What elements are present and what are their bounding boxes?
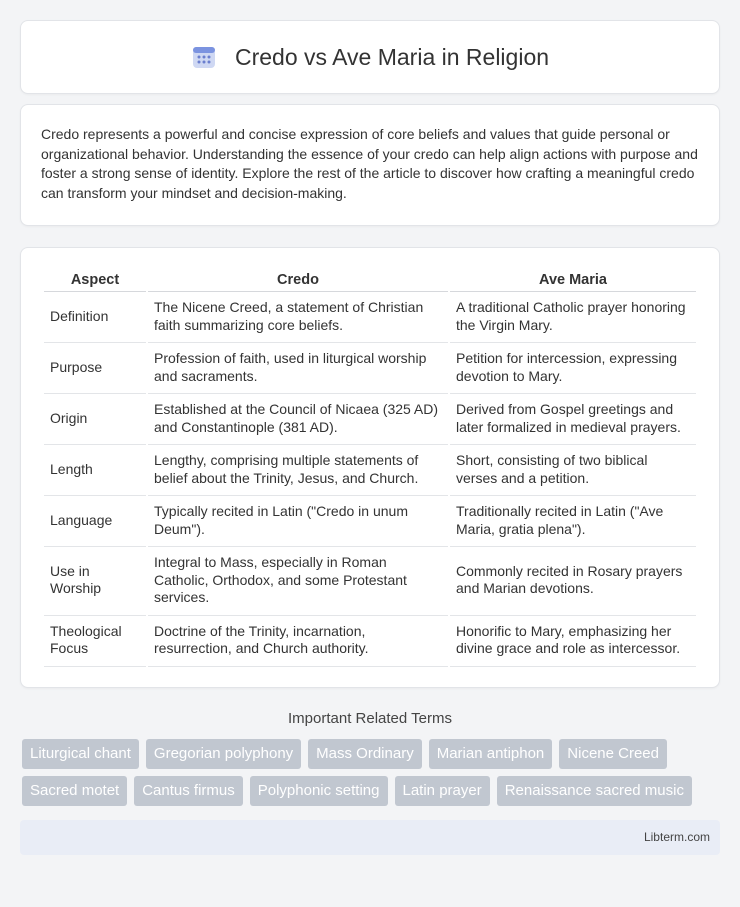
- table-row: [44, 496, 696, 547]
- ave-maria-cell: Traditionally recited in Latin ("Ave Maria, gratia plena").: [450, 496, 696, 547]
- ave-maria-cell: Commonly recited in Rosary prayers and Marian devotions.: [450, 547, 696, 616]
- ave-maria-cell: Short, consisting of two biblical verses and a petition.: [450, 445, 696, 496]
- page-footer: [20, 820, 720, 855]
- intro-text: Credo represents a powerful and concise expression of core beliefs and values that guide personal or organizational behavior. Understanding the essence of your credo can help align actions with purpose and foster a strong sense of identity. Explore the rest of the article to discover how crafting a meaningful credo can transform your mindset and decision-making.: [41, 126, 698, 201]
- related-term-tag[interactable]: Mass Ordinary: [308, 739, 422, 769]
- aspect-cell: Purpose: [44, 343, 146, 394]
- credo-cell: Profession of faith, used in liturgical worship and sacraments.: [148, 343, 448, 394]
- aspect-cell: Origin: [44, 394, 146, 445]
- intro-section: [20, 104, 720, 226]
- table-row: [44, 394, 696, 445]
- table-row: [44, 547, 696, 616]
- column-header: Aspect: [44, 268, 146, 292]
- comparison-table: [42, 268, 698, 667]
- related-term-tag[interactable]: Renaissance sacred music: [497, 776, 692, 806]
- related-term-tag[interactable]: Nicene Creed: [559, 739, 667, 769]
- credo-cell: Doctrine of the Trinity, incarnation, resurrection, and Church authority.: [148, 616, 448, 667]
- column-header: Credo: [148, 268, 448, 292]
- credo-cell: Integral to Mass, especially in Roman Catholic, Orthodox, and some Protestant services.: [148, 547, 448, 616]
- aspect-cell: Length: [44, 445, 146, 496]
- table-row: [44, 343, 696, 394]
- page-header: [20, 20, 720, 94]
- related-term-tag[interactable]: Liturgical chant: [22, 739, 139, 769]
- related-terms-title: Important Related Terms: [288, 709, 452, 727]
- related-term-tag[interactable]: Latin prayer: [395, 776, 490, 806]
- footer-site-link[interactable]: Libterm.com: [643, 830, 710, 844]
- related-term-tag[interactable]: Marian antiphon: [429, 739, 553, 769]
- aspect-cell: Theological Focus: [44, 616, 146, 667]
- table-header-row: [44, 268, 696, 292]
- ave-maria-cell: Petition for intercession, expressing devotion to Mary.: [450, 343, 696, 394]
- ave-maria-cell: Derived from Gospel greetings and later formalized in medieval prayers.: [450, 394, 696, 445]
- page-title: Credo vs Ave Maria in Religion: [234, 43, 550, 70]
- ave-maria-cell: A traditional Catholic prayer honoring the Virgin Mary.: [450, 292, 696, 343]
- credo-cell: Lengthy, comprising multiple statements of belief about the Trinity, Jesus, and Church.: [148, 445, 448, 496]
- comparison-card: [20, 247, 720, 688]
- table-row: [44, 616, 696, 667]
- credo-cell: Established at the Council of Nicaea (325 AD) and Constantinople (381 AD).: [148, 394, 448, 445]
- credo-cell: Typically recited in Latin ("Credo in unum Deum").: [148, 496, 448, 547]
- related-term-tag[interactable]: Sacred motet: [22, 776, 127, 806]
- aspect-cell: Use in Worship: [44, 547, 146, 616]
- table-row: [44, 292, 696, 343]
- table-row: [44, 445, 696, 496]
- credo-cell: The Nicene Creed, a statement of Christian faith summarizing core beliefs.: [148, 292, 448, 343]
- calendar-grid-icon: [191, 44, 217, 70]
- aspect-cell: Definition: [44, 292, 146, 343]
- column-header: Ave Maria: [450, 268, 696, 292]
- aspect-cell: Language: [44, 496, 146, 547]
- related-term-tag[interactable]: Gregorian polyphony: [146, 739, 301, 769]
- related-term-tag[interactable]: Cantus firmus: [134, 776, 243, 806]
- ave-maria-cell: Honorific to Mary, emphasizing her divine grace and role as intercessor.: [450, 616, 696, 667]
- related-term-tag[interactable]: Polyphonic setting: [250, 776, 388, 806]
- related-terms-list: [22, 739, 718, 806]
